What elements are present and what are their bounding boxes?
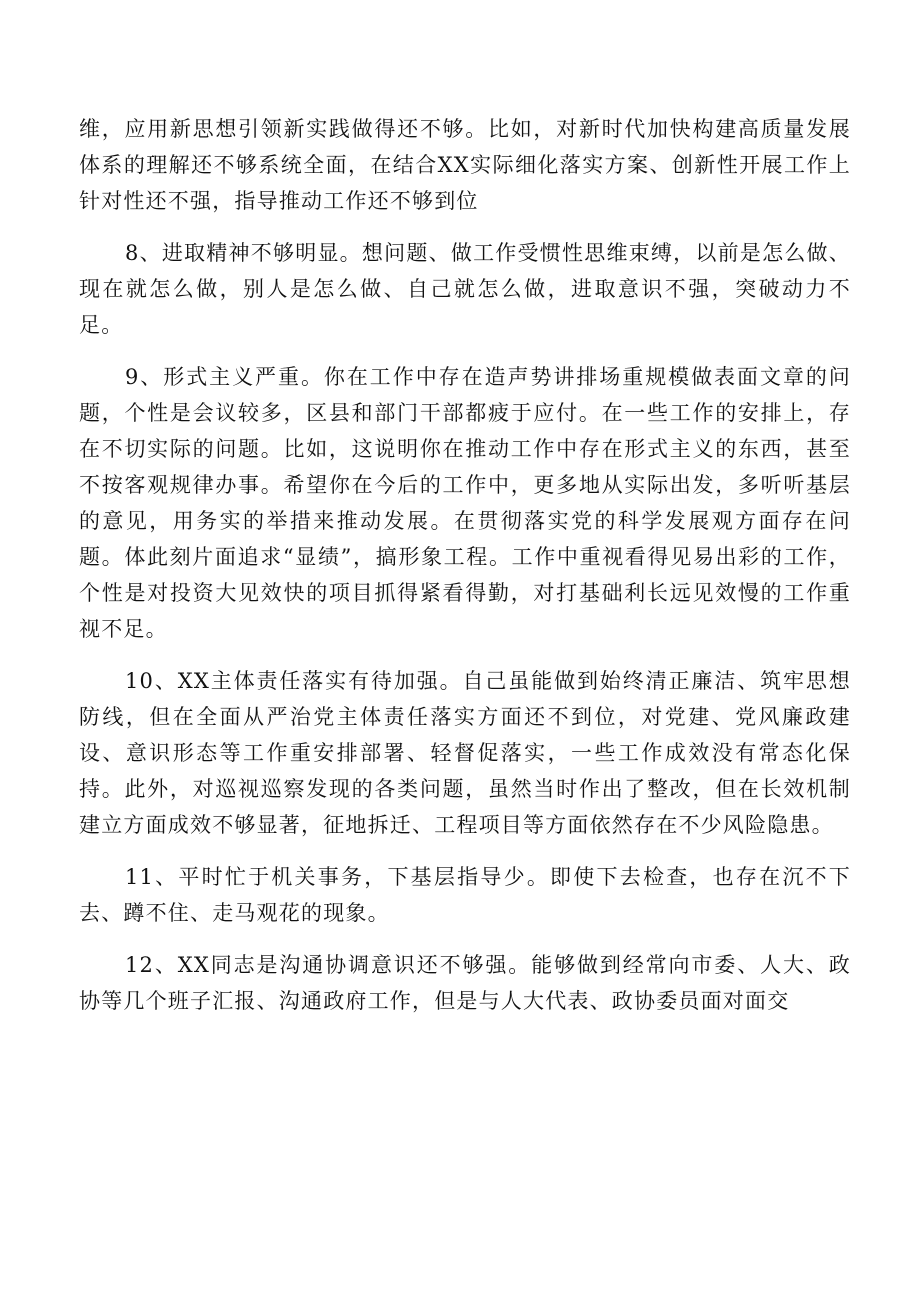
paragraph-item-10: 10、XX主体责任落实有待加强。自己虽能做到始终清正廉洁、筑牢思想防线，但在全面从严治党主体责任落实方面还不到位，对党建、党风廉政建设、意识形态等工作重安排部署、轻督促落实，一些工作成效没有常态化保持。此外，对巡视巡察发现的各类问题，虽然当时作出了整改，但在长效机制建立方面成效不够显著，征地拆迁、工程项目等方面依然存在不少风险隐患。	[79, 669, 851, 837]
paragraph-item-8: 8、进取精神不够明显。想问题、做工作受惯性思维束缚，以前是怎么做、现在就怎么做，别人是怎么做、自己就怎么做，进取意识不强，突破动力不足。	[79, 241, 851, 337]
paragraph-item-12: 12、XX同志是沟通协调意识还不够强。能够做到经常向市委、人大、政协等几个班子汇报、沟通政府工作，但是与人大代表、政协委员面对面交	[79, 953, 851, 1013]
paragraph-item-9: 9、形式主义严重。你在工作中存在造声势讲排场重规模做表面文章的问题，个性是会议较多，区县和部门干部都疲于应付。在一些工作的安排上，存在不切实际的问题。比如，这说明你在推动工作中存在形式主义的东西，甚至不按客观规律办事。希望你在今后的工作中，更多地从实际出发，多听听基层的意见，用务实的举措来推动发展。在贯彻落实党的科学发展观方面存在问题。体此刻片面追求“显绩”，搞形象工程。工作中重视看得见易出彩的工作，个性是对投资大见效快的项目抓得紧看得勤，对打基础利长远见效慢的工作重视不足。	[79, 365, 851, 641]
paragraph-continuation: 维，应用新思想引领新实践做得还不够。比如，对新时代加快构建高质量发展体系的理解还不够系统全面，在结合XX实际细化落实方案、创新性开展工作上针对性还不强，指导推动工作还不够到位	[79, 117, 851, 213]
paragraph-item-11: 11、平时忙于机关事务，下基层指导少。即使下去检查，也存在沉不下去、蹲不住、走马观花的现象。	[79, 865, 851, 925]
document-page	[79, 111, 851, 1035]
